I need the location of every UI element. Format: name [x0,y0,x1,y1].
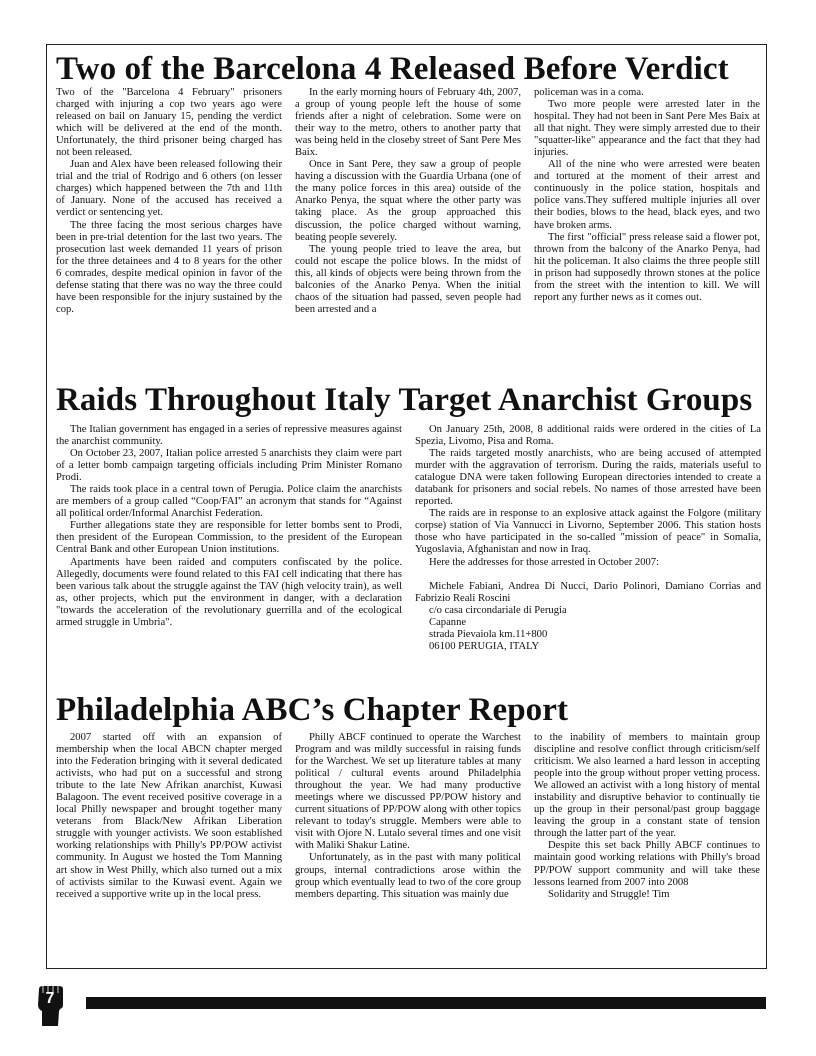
paragraph: to the inability of members to maintain group discipline and resolve conflict through criticism/self criticism. We also learned a hard lesson in accepting people into the group without proper vetting process. We allowed an activist with a long history of mental instability and disruptive behavior to continually tie up the group in their personal/past group baggage leaving the group in a constant state of tension through the latter part of the year. [534,732,760,840]
paragraph: Philly ABCF continued to operate the Warchest Program and was mildly successful in raising funds for the Warchest. We set up literature tables at many political / cultural events around Philadelphia throughout the year. We had many productive meetings where we discussed PP/POW history and current situations of PP/POW along with other topics relevant to today's struggle. Members were able to visit with Ojore N. Lutalo several times and one visit with Maliki Shakur Latine. [295,732,521,852]
article-columns [56,87,761,316]
article-columns [56,732,761,901]
article-headline: Two of the Barcelona 4 Released Before Verdict [56,51,729,87]
article-column [534,732,760,901]
paragraph: Solidarity and Struggle! Tim [548,888,670,900]
address-line: 06100 PERUGIA, ITALY [429,640,540,652]
paragraph: The first "official" press release said a flower pot, thrown from the balcony of the Anarko Penya, had hit the policeman. It also claims the three people still in prison had supposedly thrown stones at the police from the street with the intention to kill. We will report any further news as it comes out. [534,231,760,303]
article-column [295,732,521,901]
article-columns [56,424,761,653]
paragraph: Further allegations state they are responsible for letter bombs sent to Prodi, then president of the European Commission, to the president of the European Central Bank and other European Union institutions. [56,520,402,556]
article-column [56,87,282,316]
article-column [56,424,402,653]
paragraph: In the early morning hours of February 4th, 2007, a group of young people left the house of some friends after a night of celebration. Some were on their way to the metro, others to another party that was being held in the closeby street of Sant Pere Mes Baix. [295,87,521,159]
address-names: Michele Fabiani, Andrea Di Nucci, Dario Polinori, Damiano Corrias and Fabrizio Reali Roscini [415,580,761,604]
address-line: c/o casa circondariale di Perugia [429,604,567,616]
article-headline: Raids Throughout Italy Target Anarchist Groups [56,382,753,418]
paragraph: All of the nine who were arrested were beaten and tortured at the moment of their arrest and continuously in the police station, hospitals and police vans.They suffered multiple injuries all over their bodies, blows to the head, black eyes, and two have broken arms. [534,159,760,231]
paragraph: Here the addresses for those arrested in October 2007: [429,556,660,568]
paragraph: The raids targeted mostly anarchists, who are being accused of attempted murder with the aggravation of terrorism. During the raids, materials useful to catalogue DNA were taken following European directories intended to create a databank for prisoners and social rebels. No names of those arrested have been reported. [415,448,761,508]
page-number: 7 [45,990,55,1007]
article-barcelona [56,52,761,316]
paragraph: The raids took place in a central town of Perugia. Police claim the anarchists are members of a group called “Coop/FAI” an acronym that stands for “Against all political order/Informal Anarchist Federation. [56,484,402,520]
footer-rule [86,997,766,1009]
article-headline: Philadelphia ABC’s Chapter Report [56,692,569,728]
paragraph: The three facing the most serious charges have been in pre-trial detention for the last two years. The prosecution last week demanded 11 years of prison for the three detainees and 4 to 8 years for the other 6 comrades, despite medical opinion in favor of the defense stating that there was no way the three could have been responsible for the injury sustained by the cop. [56,219,282,315]
article-italy-raids [56,383,761,653]
paragraph: 2007 started off with an expansion of membership when the local ABCN chapter merged into the Federation bringing with it several dedicated activists, who had put on a successful and strong tribute to the late New Afrikan anarchist, Kuwasi Balagoon. The event received positive coverage in a local Philly newspaper and brought together many veterans from Black/New Afrikan Liberation struggle with younger activists. We soon established working relationships with Philly's PP/POW activist community. In August we hosted the Tom Manning art show in West Philly, which also turned out a mix of activists similar to the Kuwasi event. Again we received a supportive write up in the local press. [56,732,282,900]
spacer [415,569,761,581]
paragraph: On October 23, 2007, Italian police arrested 5 anarchists they claim were part of a letter bomb campaign targeting officials including Prim Minister Romano Prodi. [56,448,402,484]
article-column [56,732,282,901]
article-column [295,87,521,316]
article-philadelphia-abc [56,693,761,901]
paragraph: Apartments have been raided and computers confiscated by the police. Allegedly, documents were found related to this FAI cell indicating that there has been various talk about the struggle against the TAV (high velocity train), as well as, other projects, which put the environment in danger, with a declaration "towards the acceleration of the revolutionary guerrilla and of the ecological armed struggle in Umbria". [56,556,402,628]
paragraph: The Italian government has engaged in a series of repressive measures against the anarchist community. [56,424,402,448]
paragraph: The raids are in response to an explosive attack against the Folgore (military corpse) station of Via Vannucci in Livorno, September 2006. This station hosts those who have participated in the so-called "mission of peace" in Somalia, Yugoslavia, Afghanistan and now in Iraq. [415,508,761,556]
address-line: Capanne [429,616,467,628]
paragraph: The young people tried to leave the area, but could not escape the police blows. In the midst of this, all kinds of objects were being thrown from the balconies of the Anarko Penya. When the initial chaos of the situation had passed, seven people had been arrested and a [295,243,521,315]
paragraph: Despite this set back Philly ABCF continues to maintain good working relations with Philly's broad PP/POW support community and will take these lessons learned from 2007 into 2008 [534,840,760,888]
paragraph: Two of the "Barcelona 4 February" prisoners charged with injuring a cop two years ago were released on bail on January 15, pending the verdict which will be delivered at the end of the month. Unfortunately, the third prisoner being charged has not been released. [56,87,282,159]
paragraph: Once in Sant Pere, they saw a group of people having a discussion with the Guardia Urbana (one of the many police forces in this area) outside of the Anarko Penya, the squat where the other party was taking place. As the group approached this discussion, the police charged without warning, beating people severely. [295,159,521,243]
address-line: strada Pievaiola km.11+800 [429,628,548,640]
article-column [415,424,761,653]
paragraph: On January 25th, 2008, 8 additional raids were ordered in the cities of La Spezia, Livomo, Pisa and Roma. [415,424,761,448]
article-column [534,87,760,316]
paragraph: Two more people were arrested later in the hospital. They had not been in Sant Pere Mes Baix at all that night. They were simply arrested due to their "squatter-like" appearance and the fact that they had injuries. [534,99,760,159]
paragraph: Unfortunately, as in the past with many political groups, internal contradictions arose within the group which eventually lead to two of the core group members departing. This situation was mainly due [295,852,521,900]
paragraph: policeman was in a coma. [534,87,644,98]
paragraph: Juan and Alex have been released following their trial and the trial of Rodrigo and 6 others (on lesser charges) which happened between the 7th and 11th of January. None of the accused has received a verdict or sentencing yet. [56,159,282,219]
